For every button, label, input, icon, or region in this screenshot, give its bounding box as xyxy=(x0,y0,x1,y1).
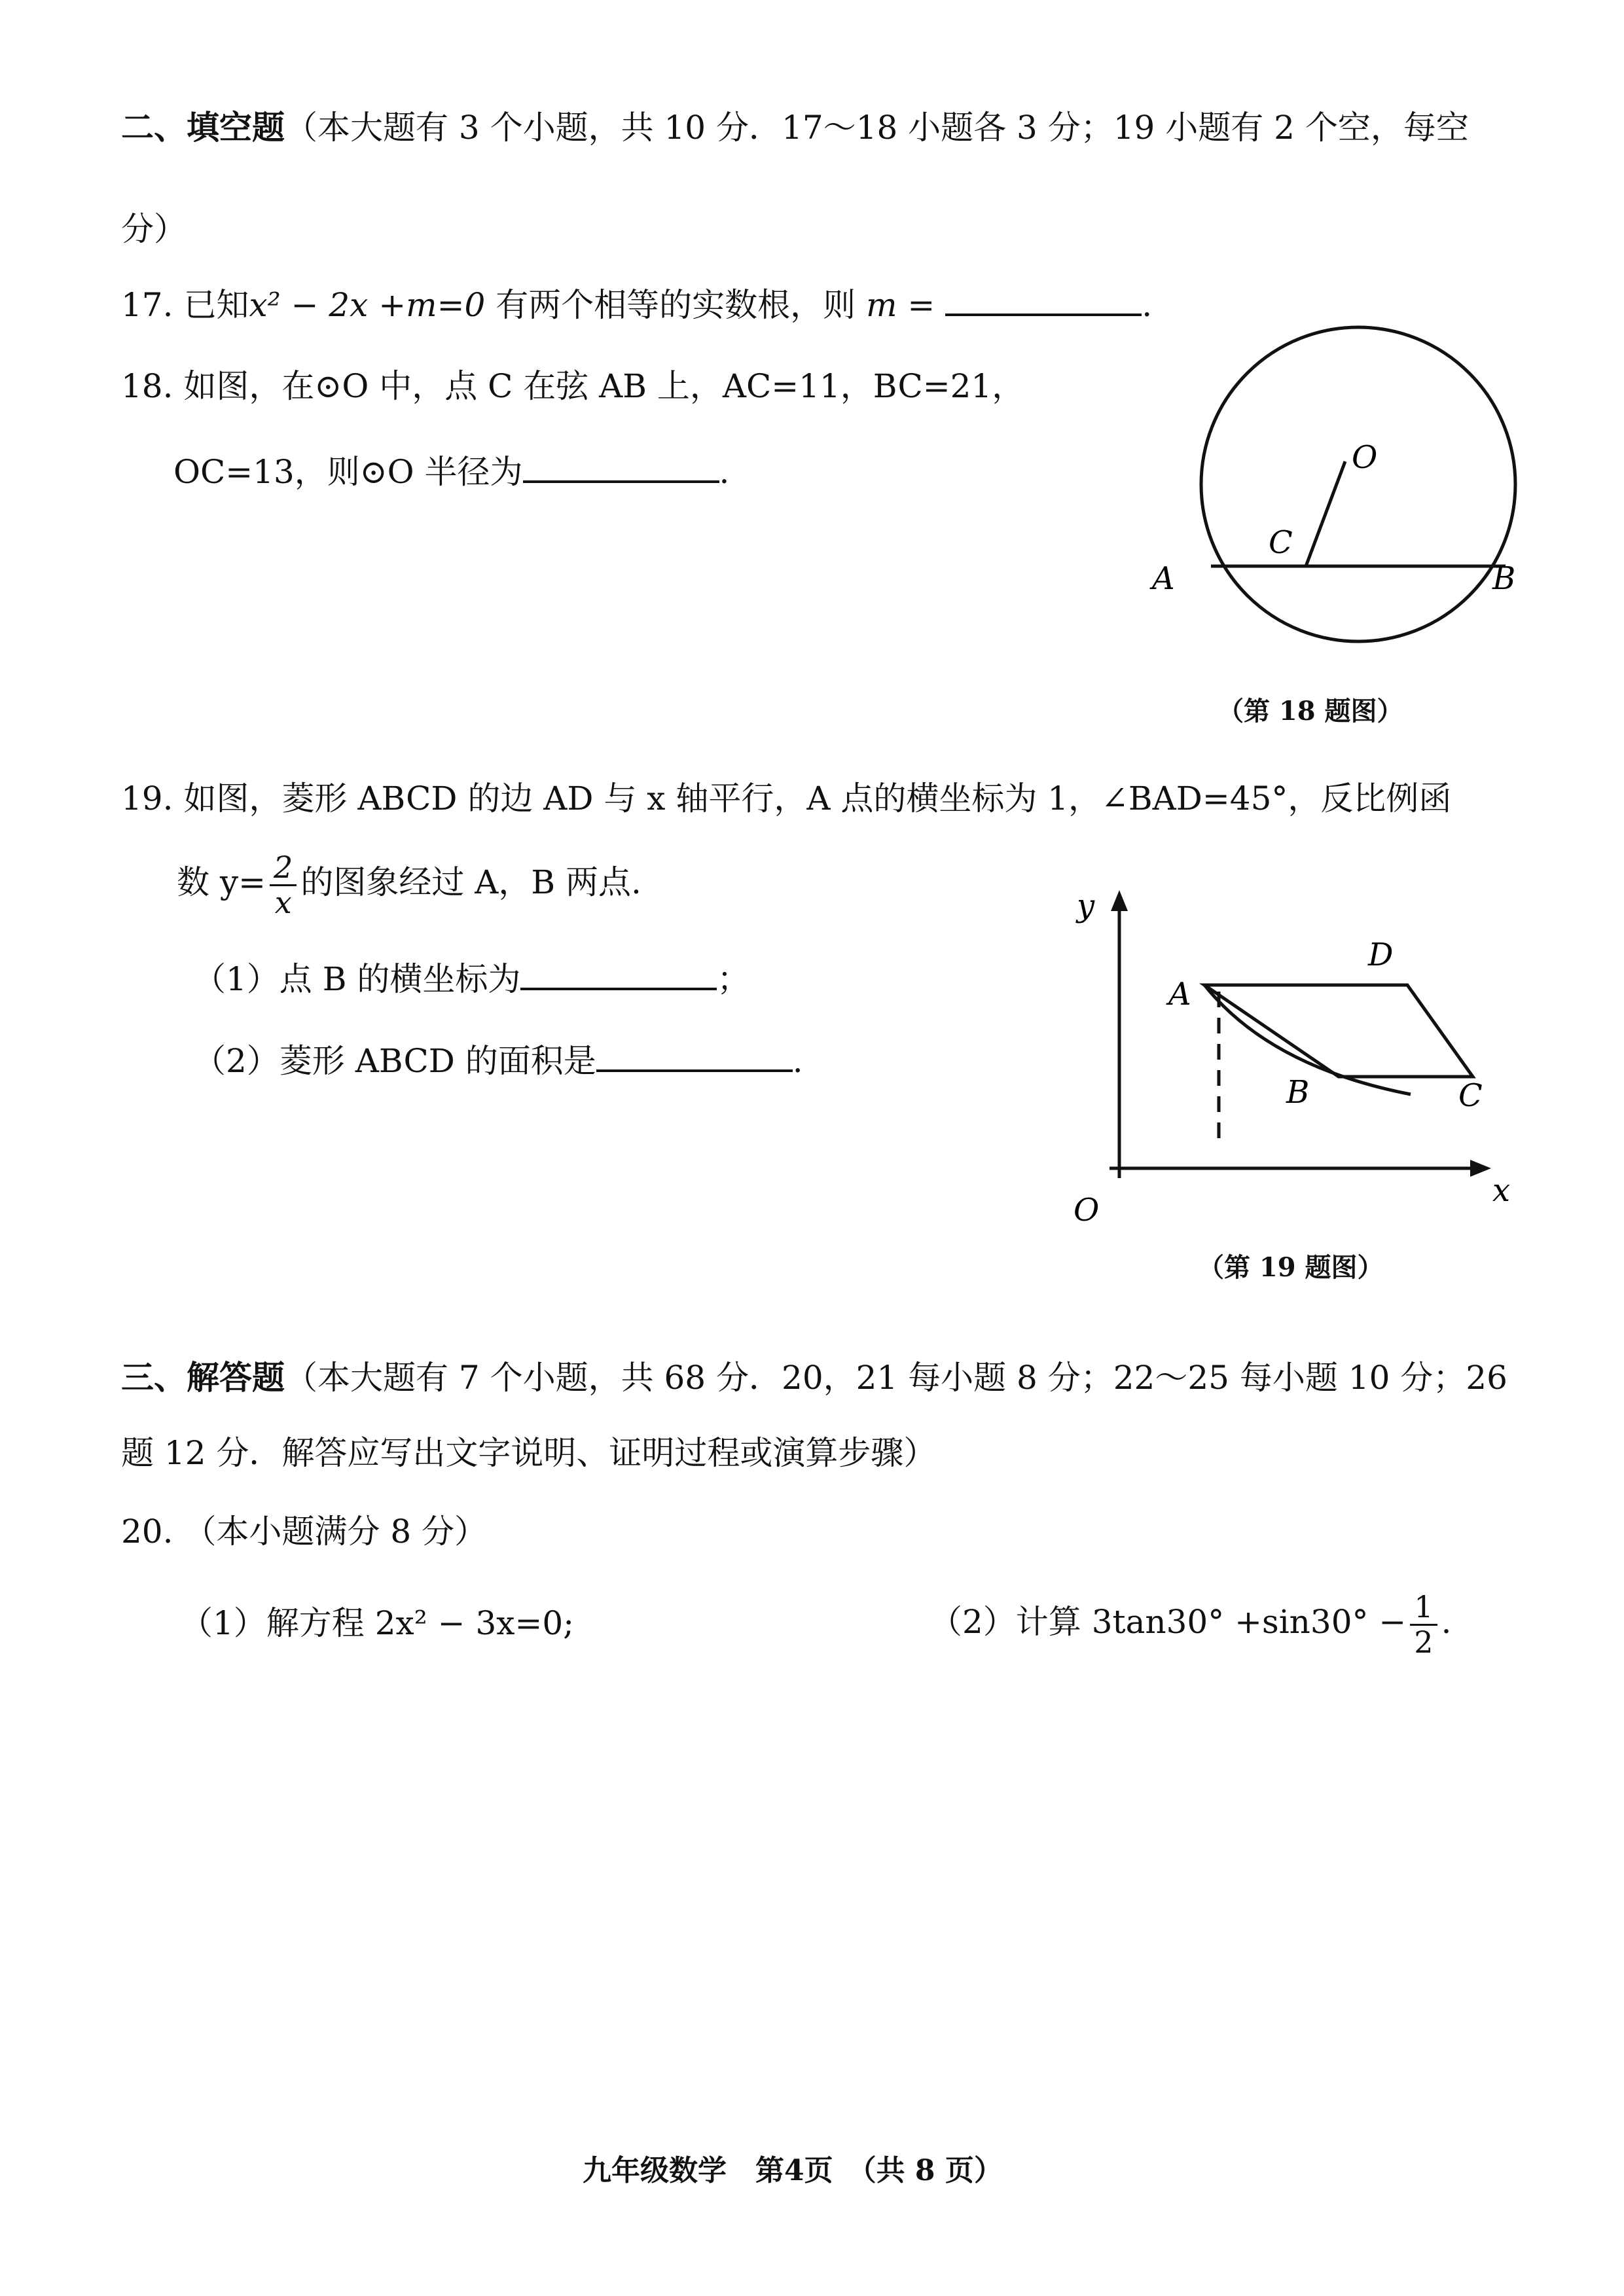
q20-part1: （1）解方程 2x² − 3x=0; xyxy=(180,1604,575,1642)
q19-caption: （第 19 题图） xyxy=(1198,1252,1384,1283)
section3-heading-line xyxy=(121,1358,1507,1397)
q18-number: 18. xyxy=(121,367,173,405)
q18-line2 xyxy=(173,452,729,492)
q18-answer-blank[interactable] xyxy=(523,452,719,483)
q19-label-x: x xyxy=(1492,1172,1511,1209)
q19-part2-end: . xyxy=(792,1042,803,1080)
q19-rhombus xyxy=(1204,985,1473,1077)
q19-line2-before: 数 y= xyxy=(177,863,266,902)
q19-frac-den: x xyxy=(274,884,292,920)
q20-part2-end: . xyxy=(1441,1603,1452,1641)
q17-end: . xyxy=(1142,286,1153,324)
q19-number: 19. xyxy=(121,780,173,817)
page-footer: 九年级数学 第4页 （共 8 页） xyxy=(583,2154,1003,2187)
q19-line1 xyxy=(121,779,1451,818)
q18-label-b: B xyxy=(1492,560,1516,597)
q19-line2-after: 的图象经过 A，B 两点. xyxy=(300,863,641,902)
q19-label-o: O xyxy=(1074,1192,1100,1229)
q18-end: . xyxy=(719,453,730,491)
q18-text-line1: 如图，在⊙O 中，点 C 在弦 AB 上，AC=11，BC=21， xyxy=(183,367,1025,405)
q20-title-line xyxy=(121,1512,487,1551)
q17-text-before: 已知 xyxy=(183,286,249,324)
section2-heading-line xyxy=(121,108,1469,147)
q19-part1-end: ； xyxy=(717,960,750,998)
q19-label-c: C xyxy=(1458,1077,1483,1114)
q17-text-after: 有两个相等的实数根，则 xyxy=(496,286,856,324)
q17-number: 17. xyxy=(121,286,173,324)
section3-desc-line1: （本大题有 7 个小题，共 68 分．20，21 每小题 8 分；22～25 每小题 10 分；26 xyxy=(285,1359,1507,1397)
q19-line2 xyxy=(177,851,641,919)
section2-heading: 二、填空题 xyxy=(121,108,285,147)
q19-part2 xyxy=(193,1041,803,1081)
section3-heading: 三、解答题 xyxy=(121,1358,285,1397)
q19-frac-num: 2 xyxy=(270,851,297,886)
q19-x-axis-arrow xyxy=(1470,1160,1491,1177)
q20-frac-num: 1 xyxy=(1410,1590,1437,1626)
question-17 xyxy=(121,285,1152,325)
q18-label-c: C xyxy=(1269,524,1293,561)
q19-label-y: y xyxy=(1077,888,1095,924)
q19-part1 xyxy=(193,959,749,999)
q17-var: m xyxy=(866,286,897,324)
q20-number: 20. xyxy=(121,1513,173,1551)
q18-text-line2: OC=13，则⊙O 半径为 xyxy=(173,453,523,491)
q19-part1-blank[interactable] xyxy=(520,959,717,990)
q19-label-b: B xyxy=(1286,1074,1310,1111)
q18-caption: （第 18 题图） xyxy=(1218,696,1403,726)
q19-figure xyxy=(1047,877,1511,1244)
q19-part2-blank[interactable] xyxy=(596,1041,793,1072)
q19-part2-text: （2）菱形 ABCD 的面积是 xyxy=(193,1042,596,1080)
q18-label-a: A xyxy=(1152,560,1175,597)
q19-label-a: A xyxy=(1168,976,1191,1013)
q17-equation: x² − 2x +m=0 xyxy=(249,286,486,324)
q20-part2-text: （2）计算 3tan30° +sin30° − xyxy=(929,1603,1407,1641)
q20-part2 xyxy=(929,1590,1451,1659)
section2-desc-line2: 分） xyxy=(121,210,187,248)
q19-part1-text: （1）点 B 的横坐标为 xyxy=(193,960,521,998)
q19-y-axis-arrow xyxy=(1111,890,1128,911)
q18-circle xyxy=(1201,327,1515,641)
q20-frac-den: 2 xyxy=(1414,1624,1434,1660)
q17-answer-blank[interactable] xyxy=(945,285,1142,316)
section3-desc-line2: 题 12 分．解答应写出文字说明、证明过程或演算步骤） xyxy=(121,1434,937,1472)
q18-figure xyxy=(1139,301,1516,668)
q19-label-d: D xyxy=(1368,937,1394,973)
q19-fraction xyxy=(270,851,297,919)
q17-eq-sign: = xyxy=(907,286,935,324)
q20-title: （本小题满分 8 分） xyxy=(183,1513,488,1551)
q18-line1 xyxy=(121,367,1024,406)
q20-fraction xyxy=(1410,1590,1437,1659)
q18-segment-oc xyxy=(1306,461,1345,566)
q19-text-line1: 如图，菱形 ABCD 的边 AD 与 x 轴平行，A 点的横坐标为 1，∠BAD=45°，反比例函 xyxy=(183,780,1452,817)
q18-label-o: O xyxy=(1352,439,1378,476)
section2-desc-line1: （本大题有 3 个小题，共 10 分．17～18 小题各 3 分；19 小题有 2 个空，每空 xyxy=(285,109,1469,147)
